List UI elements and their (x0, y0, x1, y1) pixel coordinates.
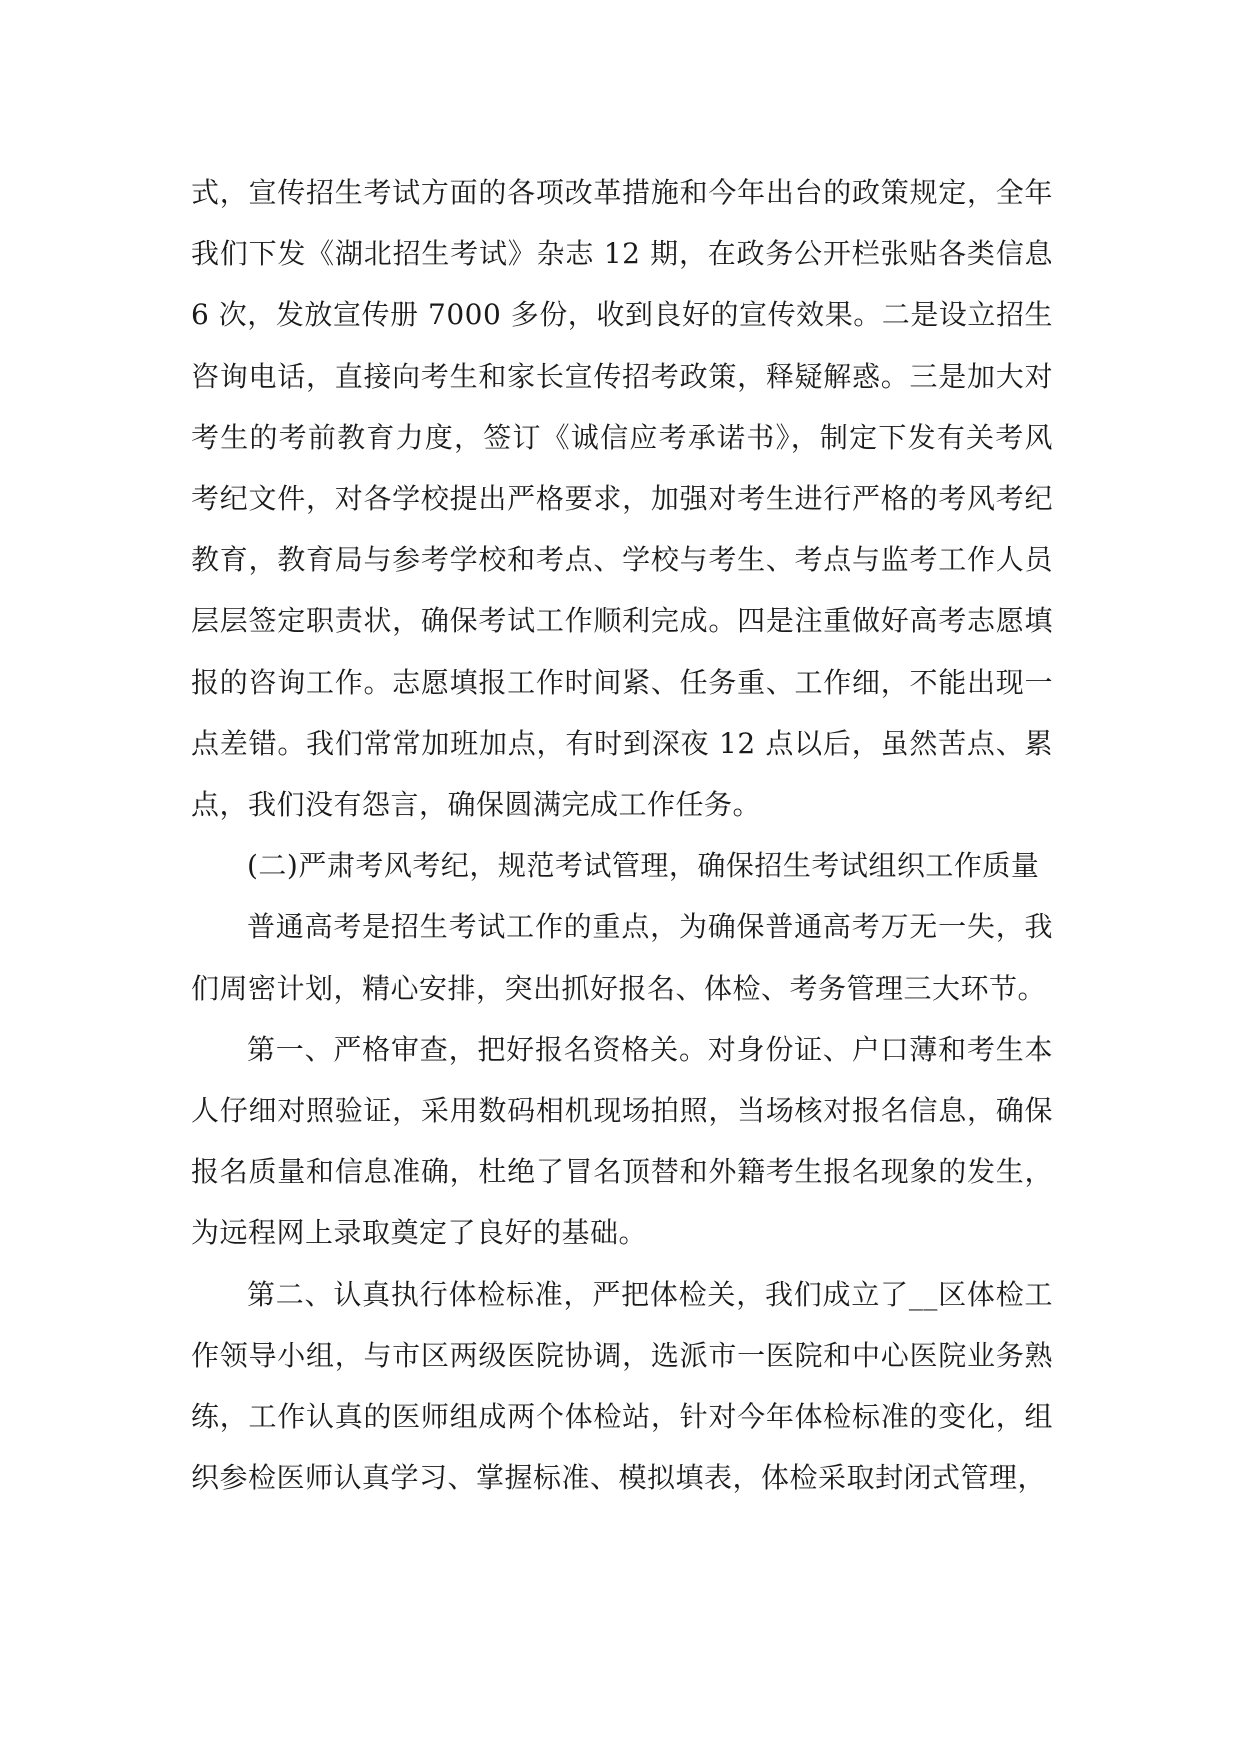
document-body (191, 162, 1053, 1508)
paragraph-gaokao-overview: 普通高考是招生考试工作的重点，为确保普通高考万无一失，我们周密计划，精心安排，突出抓好报名、体检、考务管理三大环节。 (191, 910, 1053, 1005)
paragraph-physical-exam: 第二、认真执行体检标准，严把体检关，我们成立了__区体检工作领导小组，与市区两级医院协调，选派市一医院和中心医院业务熟练，工作认真的医师组成两个体检站，针对今年体检标准的变化，组织参检医师认真学习、掌握标准、模拟填表，体检采取封闭式管理， (191, 1277, 1053, 1495)
paragraph-continuation: 式，宣传招生考试方面的各项改革措施和今年出台的政策规定，全年我们下发《湖北招生考试》杂志 12 期，在政务公开栏张贴各类信息 6 次，发放宣传册 7000 多份，收到良好的宣传效果。二是设立招生咨询电话，直接向考生和家长宣传招考政策，释疑解惑。三是加大对考生的考前教育力度，签订《诚信应考承诺书》，制定下发有关考风考纪文件，对各学校提出严格要求，加强对考生进行严格的考风考纪教育，教育局与参考学校和考点、学校与考生、考点与监考工作人员层层签定职责状，确保考试工作顺利完成。四是注重做好高考志愿填报的咨询工作。志愿填报工作时间紧、任务重、工作细，不能出现一点差错。我们常常加班加点，有时到深夜 12 点以后，虽然苦点、累点，我们没有怨言，确保圆满完成工作任务。 (191, 176, 1053, 822)
section-heading: (二)严肃考风考纪，规范考试管理，确保招生考试组织工作质量 (247, 849, 1040, 883)
paragraph-registration-review: 第一、严格审查，把好报名资格关。对身份证、户口薄和考生本人仔细对照验证，采用数码相机现场拍照，当场核对报名信息，确保报名质量和信息准确，杜绝了冒名顶替和外籍考生报名现象的发生，为远程网上录取奠定了良好的基础。 (191, 1032, 1053, 1250)
